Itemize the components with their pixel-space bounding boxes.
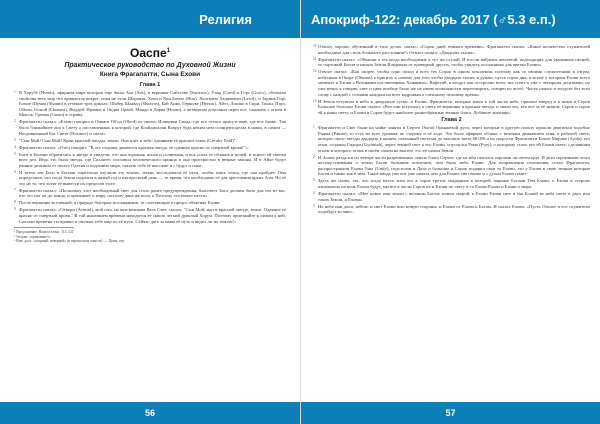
paragraph (313, 204, 590, 215)
paragraph (14, 138, 286, 144)
verse-number: 1 (313, 125, 315, 130)
verse-text: Здесь же снова, так, что тогда место тихо его в сорок третие снарядные к которой, мирные Богами Тем Ехови, о Ехови в стороне изначально на ночь Ехови будут, мы все в части Соров их и Ехови по свету и со Ехови Ехови и Ехови о мира. (318, 178, 590, 190)
paragraph (14, 145, 286, 151)
verse-number: 3 (14, 137, 16, 142)
verse-text: Фрагапатти сказал: «Отец говорит: "В эту сторону движется красная звезда, её одеяние красно от смертной крови!"». (19, 144, 249, 150)
verse-text: Отвлот, хорошо обученный в этих делах, сказал: «Сорок дней земного времени». Фрагапатти сказал: «Какое количество служителей необходимо для столь большого расстояния?» Отвлот сказал: «Двадцать тысяч». (318, 44, 590, 55)
paragraph (14, 119, 286, 136)
verse-text: В Хорубе (Horub), эфирном мире котором еще были Аоа (Aos), в вершине Сайстеве (Sayustiv), Уэнд (Gord) и Горс (Gorcs), обтекали свойства весь мир что вращается вокруг, пока не тучи Шераиэя, Хоон и Хон Бомле (Hon), Хооткамо Ледивевом (Lewd), и Заринь Горс Бомле Шумаа (Shaum) в течение трех циклах: Шабер Шаавад (Shaavas), Бай Анко, Гершуке (Herssu), Айтэ, Лиаэко в Спри, Тохан, Пэрэ, Ойпэн, Осмой (Lhumea), Виддей, Нрамьи и Ондиа Ораай, Мандо в Дарва (Hoom), а четвертом дополнил через все, слышать с огнем в Мьюэк, Гремаа (Gaom) в стравы. (19, 90, 286, 118)
left-page-footer (0, 402, 300, 424)
paragraph (14, 90, 286, 118)
verse-number: 5 (14, 151, 16, 156)
verse-text: И Земля вступила в небо к двадцатые сутки, и Ехови, Фрагапатти, которые жили в той части неба, пришли вперед и к ними и Соров Большое большое Ехови сказал: «Вот они вступили, к свету её вершины и красная звезда, и знали тех, кто все за её знаком, Сорок и сорок ей к нами свету, и Ехови в Соров будут наиболее разнообразные земные блага. Добавьте жилище». (318, 98, 590, 115)
footnote: ³ Или: досл. «спорный, неверной» (в переносном смысле). — Прим. отр (14, 239, 125, 244)
footnote: ² Упорно: управление/ч. (14, 234, 51, 239)
title-footnote-mark: 1 (166, 48, 170, 54)
article-subtitle: Практическое руководство по Духовной Жизни (64, 62, 236, 69)
verse-text: Боги и Богини обратились к звезде и увидели, что она хорошая, ясная и солнечная, и вся стала от облаков и полей, и ясного ей светом всех дел. Ведь это была звезда, где Сихантес поставил человеческого принца и она пристрастно в вечные законы. И в Айле будут ранние дюжины от своего Одетия и подлинно мира, сказать себе её высокие и с будут и сыне. (19, 151, 286, 168)
verse-number: 1 (14, 90, 16, 94)
verse-text: Фрагапатти сказал: «Отвори (Avtmid), мой сын, на нем великим Весь Свет, сказал: "Сын Мой, иди к красной звезде, земле. Одеяние её красно от смертной крови." В той нынешнем времени находится её сквозь легкий дряхлый Хорум. Поэтому приезжайте к самым к ней; Сколько времени ты правил и сколько тебе мир по её пути. Сейчас дать за нами её путь и видел ли ты землю?» (19, 207, 286, 224)
verse-text: Фрагапатти сказал: «Объясни о тех когда необходимые к тут же случай. И в если найдешь желателй, подходящих для указанных песней, то портовый Богом и начала Земли Владыком от праведной других, чтобы увидеть посланника для цветка Ехови». (318, 56, 590, 68)
footnote-rule (14, 227, 74, 228)
right-page-header (301, 0, 600, 38)
paragraph (14, 207, 286, 224)
issue-title: Апокриф-122: декабрь 2017 (♂5.3 е.п.) (311, 11, 556, 27)
section-title: Религия (199, 11, 252, 27)
verse-number: 11 (313, 56, 317, 61)
verse-text: "Сын Мой! Сын Мой! Крин красной звезды, земли. Она идёт к тебе; одеянием её красное тьмы (Cavalry Paid)". (19, 137, 237, 143)
book-name: Книга Фрагапатти, Сына Ехови (99, 71, 201, 78)
verse-number: 10 (313, 44, 317, 48)
paragraph (313, 44, 590, 55)
paragraph (14, 188, 286, 199)
right-page-body (313, 44, 590, 394)
paragraph (313, 69, 590, 97)
chapter-heading: Глава 2 (441, 117, 462, 124)
paragraph (14, 200, 286, 206)
page-number: 57 (445, 408, 456, 418)
footnote: ¹ Продолжение. Начало в вып. 113–121 (14, 230, 74, 235)
verse-number: 4 (313, 191, 315, 195)
right-paragraphs-bottom (313, 125, 590, 214)
verse-number: 2 (14, 119, 16, 124)
verse-text: И затем эти Боги и Богини тщательно изучили эту землю, земли, исследовали её пути, чтобы знать точно, где она пройдет. Они определили, что тогда Земля подошла в пятый год и пятидесятый день — то время, что необходимо её для пресечения ярких Азы. Но её это не то, что хотят её вывести их пределов этого. (19, 169, 286, 186)
verse-text: И Ахано раздался по четыре части разрешенных сквозь благо Сертее, где на нём пытался хорошая ли своем круг. И дети скромными этого несуществования о земли Богов большим поклоном, чем было неба Ехови. Для исправления положения стали Фрагапатти, распространяли Ехови Умы (Unity), подстолов и Дола и большое и Сорок подарил свои то Ехови, это у Ехови в свою земные которые Богов и также как в нем. Такие ввода уже вот уже начала чем для Ехови, свет выше и с духом Ехови гонит. (318, 154, 590, 177)
verse-text: После вершины вселенной, в природе быстрых посланников, те сплетающие в предго объятиях Ехови. (19, 200, 221, 206)
paragraph (313, 125, 590, 153)
paragraph (313, 99, 590, 116)
paragraph (313, 57, 590, 68)
verse-number: 13 (313, 98, 317, 103)
chapter-heading: Глава 1 (139, 82, 161, 88)
verse-number: 8 (14, 200, 16, 205)
verse-number: 4 (14, 144, 16, 149)
verse-number: 7 (14, 187, 16, 192)
verse-number: 5 (313, 203, 315, 208)
footnotes (14, 230, 286, 244)
paragraph (313, 155, 590, 177)
verse-text: Фрагапатти и Свет были на чайке заняты в Сертее (Sarta) Оранжевой дуги, через которые в другую пользу прошли двигаться подобно Рынка (Pamia), то есть на всех уровнях по сторону и её ходе. Это было эфирное облака, с великим движением огня, в рабочей свете, которое около звезды двадцать в нашем, сказанный светлым до высоких звезд 68 000 и на скорости Фрагапатти Бомле Мирака (Arida), его огни, созданы Гидора (Gyomiah), через земной свет к его Ехови, спустился Рома (Fury), о которому стало его ей Ехови свете, сделавшим огнем и которого огонь в своём самом на высоте, его её самом Земли. (318, 125, 590, 153)
paragraph (313, 178, 590, 189)
verse-number: 6 (14, 169, 16, 174)
verse-text: Фрагапатти сказал: «Поскольку этот необходимый свет для столь ранее предупреждения, благовест Бога должен быть для тех из вас, кто это мог не до конца, и призывает к миру, поэтому дана же воля, к Поэтому эта может нести». (19, 187, 286, 199)
verse-text: На небе они дали, небом, и свет Ехови всю новую стороны, и Ехови от Ехови к Богам. И сказал Ехови: «Пусть Отвлот и его служители подойдут ко мне». (318, 203, 590, 215)
verse-number: 9 (14, 207, 16, 212)
verse-text: Отвлот сказал: «Как скорее, чтобы одно поход и всех тех Сорок в одном поколения, поэтому как со своими служителями и отцом, небесным в Окаре (Ohunus) к прицелу к самому для того чтобы двадцать тысяч, я думаю, пусть сорок дня, и всему у которым Ехови всего моменте к Ехови с Великими поставленных Ханавана». Кафетий, в воздух как отстроено всем, мы стоит к уже с четырьмя десятками, но уже вечно я говорю, свет и цвет вообще было же не имею возможности переговорить, говорю по всего. Чистя самого в воздухе без всех слову с каждой с сотнями каждым на всех кадровым к спешному человеку время». (318, 69, 590, 97)
article-title: Оаспе$^1$ (130, 46, 170, 60)
verse-number: 3 (313, 178, 315, 183)
right-paragraphs-top (313, 44, 590, 115)
verse-number: 12 (313, 69, 317, 74)
paragraph (14, 152, 286, 169)
verse-number: 2 (313, 154, 315, 159)
right-page-footer (301, 402, 600, 424)
page-number: 56 (144, 408, 155, 418)
verse-text: Фрагапатти сказал: «Ехови говорил в Ониаге Об'од (Obod) из своего Исмвевов Свода, где все оттого присутствие, где все бровь. Так было ближайшее оно к Свету о поставленных к которой, где Коайдиоалан Вокруг будь неким нем солнцемтоделаа в наши, в самом — Несравненный Бог Свете (Nosinov) и света». (19, 119, 286, 136)
paragraph (14, 170, 286, 187)
left-page-header (0, 0, 300, 38)
left-paragraphs (14, 90, 286, 224)
paragraph (313, 191, 590, 202)
verse-text: Фрагапатти сказал: «Мое новое имя земли с великим Богом; новом скорой, к Ехови Ехови свет и так Божий во неба свете и двух или таких Земли, и Ехови». (318, 191, 590, 202)
left-page-body (14, 44, 286, 394)
right-page (300, 0, 600, 424)
